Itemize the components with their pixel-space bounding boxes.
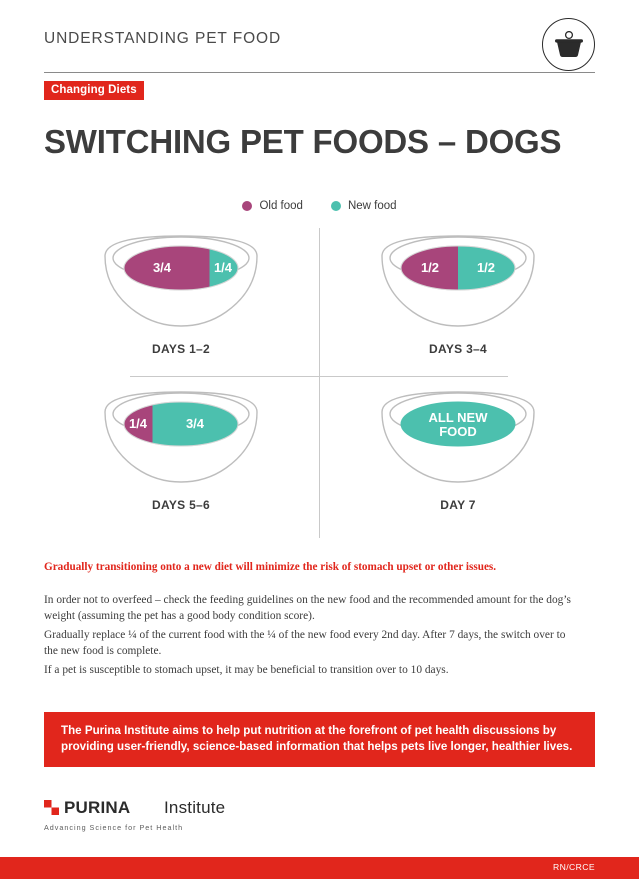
grid-divider-horizontal	[130, 376, 508, 377]
diagram-cell-days-5-6	[48, 384, 314, 532]
footer-bar	[0, 857, 639, 879]
brand-name-institute: Institute	[164, 798, 226, 817]
footer-code: RN/CRCE	[553, 862, 595, 872]
portion-label-old-days-3-4: 1/2	[420, 260, 440, 275]
footer-tagline: Advancing Science for Pet Health	[44, 823, 184, 832]
legend-item-old-food	[242, 200, 302, 212]
bowl-days-3-4	[368, 228, 548, 332]
grid-divider-vertical	[319, 228, 320, 538]
diagram-cell-day-7	[325, 384, 591, 532]
page-title: SWITCHING PET FOODS – DOGS	[44, 123, 562, 160]
legend-label-new-food: New food	[347, 200, 397, 212]
cell-label-days-3-4: DAYS 3–4	[429, 342, 487, 356]
pet-bowl-icon-glyph	[554, 31, 584, 59]
transition-diagram	[44, 228, 595, 538]
cell-label-days-5-6: DAYS 5–6	[152, 498, 210, 512]
bowl-day-7	[368, 384, 548, 488]
legend	[0, 200, 639, 212]
portion-label-old-days-5-6: 1/4	[128, 416, 148, 431]
bowl-icon-days-1-2	[91, 228, 271, 332]
legend-item-new-food	[331, 200, 397, 212]
body-paragraph-3: If a pet is susceptible to stomach upset, it may be beneficial to transition over to 10 days.	[44, 664, 449, 676]
page-header-title: UNDERSTANDING PET FOOD	[44, 30, 282, 47]
diagram-cell-days-3-4	[325, 228, 591, 376]
cell-label-day-7: DAY 7	[440, 498, 476, 512]
bowl-icon-days-5-6	[91, 384, 271, 488]
pet-bowl-icon	[542, 18, 595, 71]
brand-name-purina: PURINA	[64, 798, 131, 817]
bowl-days-5-6	[91, 384, 271, 488]
page-header	[44, 18, 595, 70]
portion-label-new-days-5-6: 3/4	[185, 416, 205, 431]
cell-label-days-1-2: DAYS 1–2	[152, 342, 210, 356]
header-divider	[44, 72, 595, 73]
mission-callout: The Purina Institute aims to help put nutrition at the forefront of pet health discussions by providing user-friendly, science-based information that helps pets live longer, healthier lives.	[44, 712, 595, 767]
legend-dot-old-food	[242, 201, 252, 211]
portion-label-new-days-3-4: 1/2	[476, 260, 496, 275]
body-paragraph-2: Gradually replace ¼ of the current food with the ¼ of the new food every 2nd day. After 7 days, the switch over to the new food is complete.	[44, 629, 566, 658]
bowl-icon-day-7	[368, 384, 548, 488]
legend-label-old-food: Old food	[259, 200, 303, 212]
diagram-cell-days-1-2	[48, 228, 314, 376]
legend-dot-new-food	[331, 201, 341, 211]
lead-paragraph: Gradually transitioning onto a new diet will minimize the risk of stomach upset or other issues.	[44, 561, 497, 573]
portion-label-new-days-1-2: 1/4	[213, 260, 233, 275]
category-tag: Changing Diets	[44, 81, 144, 100]
bowl-icon-days-3-4	[368, 228, 548, 332]
footer-logo	[44, 798, 304, 838]
portion-label-day-7: ALL NEW FOOD	[428, 410, 488, 439]
purina-checker-icon	[44, 800, 59, 815]
bowl-days-1-2	[91, 228, 271, 332]
portion-label-old-days-1-2: 3/4	[152, 260, 172, 275]
body-paragraph-1: In order not to overfeed – check the feeding guidelines on the new food and the recommended amount for the dog’s weight (assuming the pet has a good body condition score).	[44, 594, 571, 623]
